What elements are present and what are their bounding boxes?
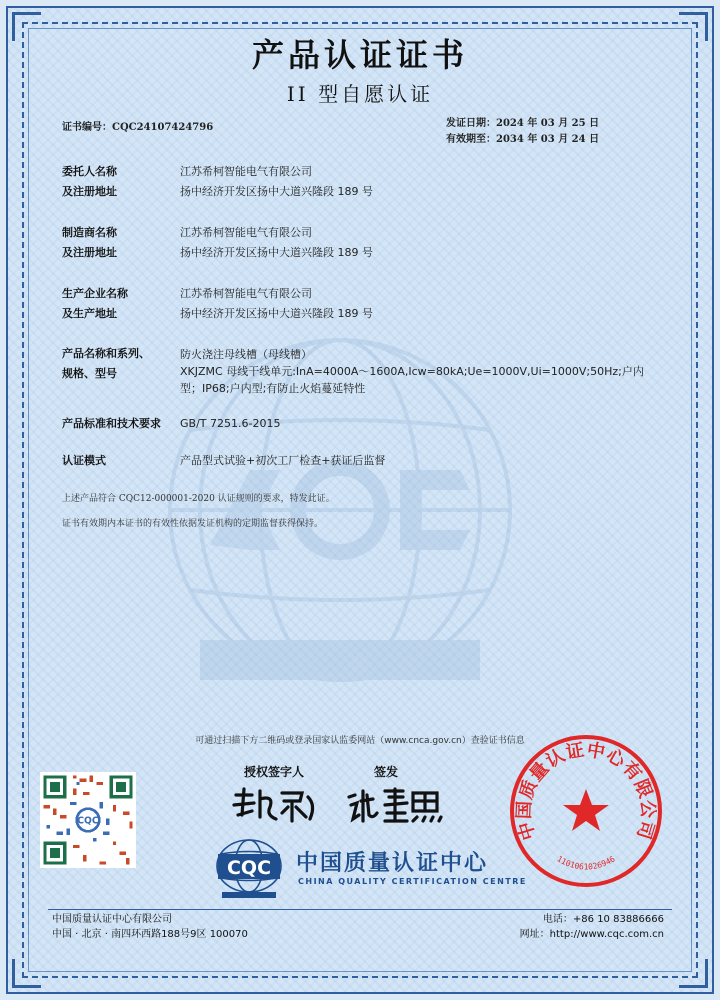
footer-divider — [48, 909, 672, 910]
mode-value: 产品型式试验+初次工厂检查+获证后监督 — [180, 454, 386, 467]
manufacturer-label-line1: 制造商名称 — [62, 226, 117, 239]
footer-company: 中国质量认证中心有限公司 — [52, 914, 172, 925]
factory-value — [180, 284, 650, 324]
seal-text: 中国质量认证中心有限公司 — [513, 739, 659, 843]
client-value — [180, 162, 650, 202]
expiry-date-value: 2034 年 03 月 24 日 — [496, 134, 600, 145]
cqc-logo-text: CQC — [226, 857, 272, 879]
issue-date-label: 发证日期： — [446, 118, 496, 129]
issue-date-value: 2024 年 03 月 25 日 — [496, 118, 600, 129]
footer-address: 中国 · 北京 · 南四环西路188号9区 100070 — [52, 929, 248, 940]
manufacturer-value — [180, 223, 650, 263]
footer-phone: 电话：+86 10 83886666 — [542, 914, 664, 925]
factory-label — [62, 284, 128, 324]
organization-name-cn: 中国质量认证中心 — [296, 851, 489, 876]
product-value — [180, 346, 650, 397]
factory-label-line2: 及生产地址 — [62, 307, 117, 320]
product-label-line1: 产品名称和系列、 — [62, 347, 150, 360]
manufacturer-label-line2: 及注册地址 — [62, 246, 117, 259]
factory-label-line1: 生产企业名称 — [62, 287, 128, 300]
footer-website[interactable]: 网址：http://www.cqc.com.cn — [519, 929, 664, 940]
seal-code: 1101061026946 — [555, 854, 617, 872]
factory-name: 江苏希柯智能电气有限公司 — [180, 287, 312, 300]
certificate-dates — [446, 116, 599, 148]
qr-verify-note: 可通过扫描下方二维码或登录国家认监委网站（www.cnca.gov.cn）查验证书信息 — [195, 736, 525, 746]
issuer-label: 签发 — [374, 765, 399, 779]
corner-ornament — [679, 959, 708, 988]
manufacturer-address: 扬中经济开发区扬中大道兴隆段 189 号 — [180, 246, 373, 259]
standard-value: GB/T 7251.6-2015 — [180, 417, 281, 430]
product-label — [62, 344, 150, 384]
official-seal — [508, 733, 664, 889]
client-label-line2: 及注册地址 — [62, 185, 117, 198]
svg-text:1101061026946 — [555, 854, 616, 871]
certificate-number-label: 证书编号： — [62, 122, 112, 133]
client-address: 扬中经济开发区扬中大道兴隆段 189 号 — [180, 185, 373, 198]
certificate-title: 产品认证证书 — [251, 36, 468, 74]
corner-ornament — [12, 959, 41, 988]
certificate-subtitle: II 型自愿认证 — [286, 82, 434, 106]
issuer-signature — [345, 785, 445, 827]
product-label-line2: 规格、型号 — [62, 367, 117, 380]
certificate-number-value: CQC24107424796 — [112, 122, 214, 133]
standard-label: 产品标准和技术要求 — [62, 417, 161, 430]
compliance-statement: 上述产品符合 CQC12-000001-2020 认证规则的要求，特发此证。 — [62, 494, 335, 504]
manufacturer-name: 江苏希柯智能电气有限公司 — [180, 226, 312, 239]
factory-address: 扬中经济开发区扬中大道兴隆段 189 号 — [180, 307, 373, 320]
organization-name-en: CHINA QUALITY CERTIFICATION CENTRE — [298, 877, 527, 886]
client-label — [62, 162, 117, 202]
cqc-logo — [208, 838, 290, 900]
validity-statement: 证书有效期内本证书的有效性依据发证机构的定期监督获得保持。 — [62, 519, 324, 529]
certificate-number — [62, 118, 213, 133]
expiry-date-label: 有效期至： — [446, 134, 496, 145]
footer-left — [52, 912, 248, 942]
product-spec: XKJZMC 母线干线单元:InA=4000A～1600A,Icw=80kA;Ue=1000V,Ui=1000V;50Hz;户内型；IP68;户内型;有防止火焰蔓延特性 — [180, 365, 644, 395]
authorized-signatory-label: 授权签字人 — [244, 765, 305, 779]
seal-star-icon — [563, 789, 609, 831]
authorized-signature — [230, 785, 320, 825]
svg-text:CQC: CQC — [77, 815, 99, 827]
client-name: 江苏希柯智能电气有限公司 — [180, 165, 312, 178]
footer-right — [508, 912, 664, 942]
client-label-line1: 委托人名称 — [62, 165, 117, 178]
product-name: 防火浇注母线槽（母线槽） — [180, 348, 312, 361]
verification-qr-code[interactable] — [40, 772, 136, 868]
manufacturer-label — [62, 223, 117, 263]
mode-label: 认证模式 — [62, 454, 106, 467]
